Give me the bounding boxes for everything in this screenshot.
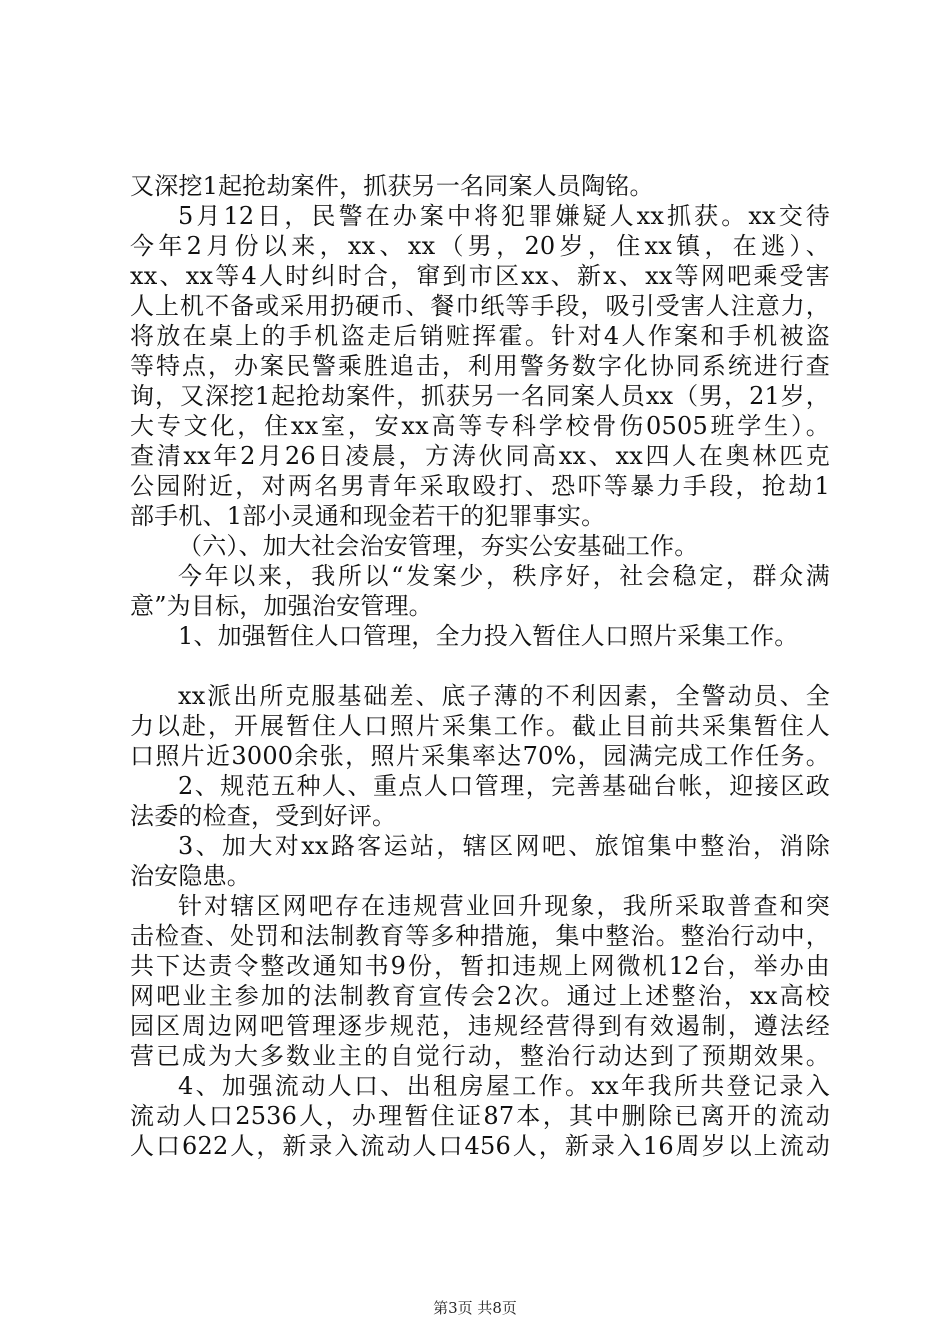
text-line: 力以赴，开展暂住人口照片采集工作。截止目前共采集暂住人 — [130, 712, 830, 740]
text-line: 共下达责令整改通知书9份，暂扣违规上网微机12台，举办由 — [130, 952, 830, 980]
text-line: 园区周边网吧管理逐步规范，违规经营得到有效遏制，遵法经 — [130, 1012, 830, 1040]
text-line: 法委的检查，受到好评。 — [130, 802, 397, 830]
text-line: 今年以来，我所以“发案少，秩序好，社会稳定，群众满 — [178, 562, 830, 590]
text-line: 5月12日，民警在办案中将犯罪嫌疑人xx抓获。xx交待 — [178, 202, 830, 230]
text-line: 人口622人，新录入流动人口456人，新录入16周岁以上流动 — [130, 1132, 830, 1160]
text-line: 击检查、处罚和法制教育等多种措施，集中整治。整治行动中， — [130, 922, 830, 950]
text-line: 将放在桌上的手机盗走后销赃挥霍。针对4人作案和手机被盗 — [130, 322, 830, 350]
item-heading: 2、规范五种人、重点人口管理，完善基础台帐，迎接区政 — [178, 772, 830, 800]
text-line: 又深挖1起抢劫案件，抓获另一名同案人员陶铭。 — [130, 172, 654, 200]
text-line: 询，又深挖1起抢劫案件，抓获另一名同案人员xx（男，21岁， — [130, 382, 830, 410]
text-line: 营已成为大多数业主的自觉行动，整治行动达到了预期效果。 — [130, 1042, 830, 1070]
text-line: 流动人口2536人，办理暂住证87本，其中删除已离开的流动 — [130, 1102, 830, 1130]
item-heading: 1、加强暂住人口管理，全力投入暂住人口照片采集工作。 — [178, 622, 799, 650]
text-line: xx、xx等4人时纠时合，窜到市区xx、新x、xx等网吧乘受害 — [130, 262, 830, 290]
item-heading: 3、加大对xx路客运站，辖区网吧、旅馆集中整治，消除 — [178, 832, 830, 860]
text-line: 查清xx年2月26日凌晨，方涛伙同高xx、xx四人在奥林匹克 — [130, 442, 830, 470]
text-line: 治安隐患。 — [130, 862, 251, 890]
page-number-footer: 第3页 共8页 — [433, 1299, 517, 1317]
item-heading: 4、加强流动人口、出租房屋工作。xx年我所共登记录入 — [178, 1072, 830, 1100]
text-line: 网吧业主参加的法制教育宣传会2次。通过上述整治，xx高校 — [130, 982, 830, 1010]
text-line: 今年2月份以来，xx、xx（男，20岁，住xx镇，在逃）、 — [130, 232, 830, 260]
text-line: 针对辖区网吧存在违规营业回升现象，我所采取普查和突 — [178, 892, 830, 920]
text-line: 大专文化，住xx室，安xx高等专科学校骨伤0505班学生）。 — [130, 412, 830, 440]
section-heading: （六）、加大社会治安管理，夯实公安基础工作。 — [178, 532, 699, 560]
text-line: 人上机不备或采用扔硬币、餐巾纸等手段，吸引受害人注意力， — [130, 292, 830, 320]
text-line: xx派出所克服基础差、底子薄的不利因素，全警动员、全 — [178, 682, 830, 710]
text-line: 公园附近，对两名男青年采取殴打、恐吓等暴力手段，抢劫1 — [130, 472, 830, 500]
text-line: 部手机、1部小灵通和现金若干的犯罪事实。 — [130, 502, 606, 530]
text-line: 口照片近3000余张，照片采集率达70%，园满完成工作任务。 — [130, 742, 830, 770]
text-line: 意”为目标，加强治安管理。 — [130, 592, 433, 620]
text-line: 等特点，办案民警乘胜追击，利用警务数字化协同系统进行查 — [130, 352, 830, 380]
